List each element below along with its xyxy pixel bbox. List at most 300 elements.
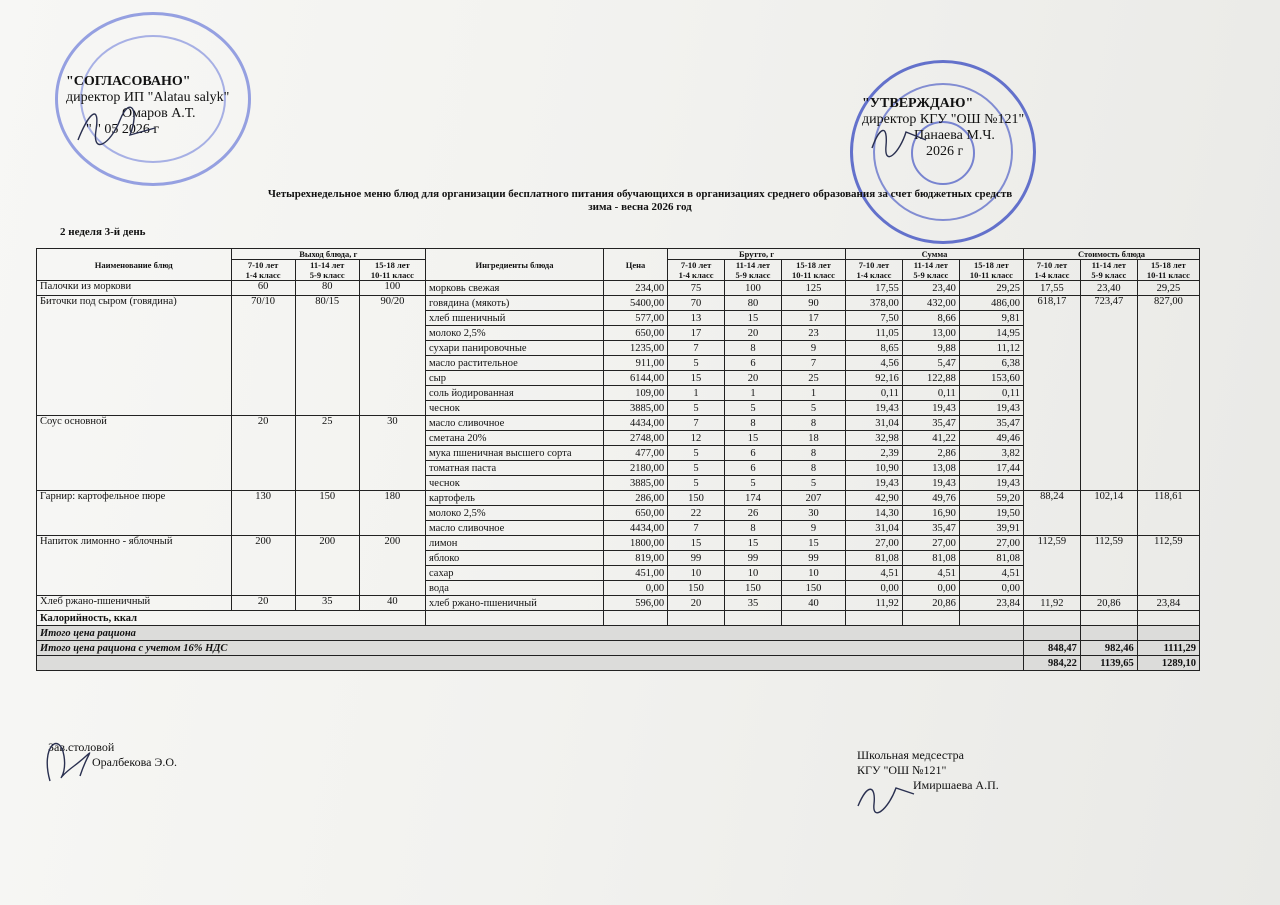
sum-value: 49,46: [959, 431, 1023, 446]
ingredient-name: масло сливочное: [426, 521, 604, 536]
approval-left-name: Омаров А.Т.: [122, 106, 196, 121]
ingredient-name: яблоко: [426, 551, 604, 566]
ingredient-name: масло растительное: [426, 356, 604, 371]
gross-value: 9: [781, 341, 845, 356]
dish-output: 200: [359, 536, 425, 596]
sum-value: 11,05: [846, 326, 903, 341]
header-ingredients: Ингредиенты блюда: [426, 249, 604, 281]
header-cost: Стоимость блюда: [1023, 249, 1199, 260]
sum-value: 19,43: [846, 476, 903, 491]
sum-value: 0,00: [846, 581, 903, 596]
ingredient-name: сметана 20%: [426, 431, 604, 446]
gross-value: 7: [781, 356, 845, 371]
age-label: 15-18 лет: [375, 260, 410, 270]
dish-cost: 618,17: [1023, 296, 1080, 491]
gross-value: 8: [781, 416, 845, 431]
gross-value: 17: [668, 326, 725, 341]
gross-value: 70: [668, 296, 725, 311]
sum-value: 14,30: [846, 506, 903, 521]
gross-value: 15: [668, 536, 725, 551]
sum-value: 2,86: [902, 446, 959, 461]
ingredient-price: 3885,00: [603, 476, 667, 491]
gross-value: 40: [781, 596, 845, 611]
total-empty: [1080, 626, 1137, 641]
sum-value: 7,50: [846, 311, 903, 326]
dish-cost: 88,24: [1023, 491, 1080, 536]
ingredient-price: 1800,00: [603, 536, 667, 551]
calories-cell: [902, 611, 959, 626]
gross-value: 12: [668, 431, 725, 446]
header-sum-age-2: [959, 260, 1023, 281]
ingredient-name: вода: [426, 581, 604, 596]
gross-value: 5: [668, 356, 725, 371]
gross-value: 5: [668, 401, 725, 416]
dish-name: Хлеб ржано-пшеничный: [37, 596, 232, 611]
total-vat-values-row-label: [37, 656, 1024, 671]
dish-output: 60: [231, 281, 295, 296]
total-empty: [1137, 626, 1199, 641]
gross-value: 150: [725, 581, 782, 596]
nurse-name: Имиршаева А.П.: [913, 778, 999, 792]
sum-value: 27,00: [959, 536, 1023, 551]
sum-value: 6,38: [959, 356, 1023, 371]
title-line: Четырехнедельное меню блюд для организации бесплатного питания обучающихся в организациях среднего образования за счет бюджетных средств: [267, 188, 1013, 200]
age-label: 15-18 лет: [974, 260, 1009, 270]
header-output-age-0: [231, 260, 295, 281]
sum-value: 81,08: [902, 551, 959, 566]
signature-right: [866, 118, 936, 158]
sum-value: 39,91: [959, 521, 1023, 536]
gross-value: 35: [725, 596, 782, 611]
sum-value: 4,56: [846, 356, 903, 371]
dish-output: 20: [231, 416, 295, 491]
total-value: 1111,29: [1137, 641, 1199, 656]
sum-value: 35,47: [902, 521, 959, 536]
age-label: 11-14 лет: [913, 260, 948, 270]
nurse-role: Школьная медсестра: [857, 748, 964, 762]
total-value: 982,46: [1080, 641, 1137, 656]
gross-value: 5: [668, 446, 725, 461]
signature-left: [70, 100, 170, 150]
dish-output: 200: [295, 536, 359, 596]
age-label: 7-10 лет: [1036, 260, 1068, 270]
ingredient-price: 0,00: [603, 581, 667, 596]
dish-name: Палочки из моркови: [37, 281, 232, 296]
dish-output: 80: [295, 281, 359, 296]
header-output: Выход блюда, г: [231, 249, 426, 260]
grade-label: 5-9 класс: [1091, 270, 1127, 280]
gross-value: 15: [781, 536, 845, 551]
gross-value: 99: [781, 551, 845, 566]
sum-value: 0,11: [902, 386, 959, 401]
header-dish: Наименование блюд: [37, 249, 232, 281]
canteen-role: Зав.столовой: [48, 740, 115, 754]
ingredient-name: хлеб пшеничный: [426, 311, 604, 326]
grade-label: 10-11 класс: [969, 270, 1013, 280]
dish-cost: 112,59: [1137, 536, 1199, 596]
sum-value: 0,00: [959, 581, 1023, 596]
sum-value: 4,51: [902, 566, 959, 581]
gross-value: 25: [781, 371, 845, 386]
gross-value: 6: [725, 356, 782, 371]
table-row: [37, 296, 1200, 311]
sum-value: 4,51: [959, 566, 1023, 581]
gross-value: 8: [725, 521, 782, 536]
dish-cost: 23,84: [1137, 596, 1199, 611]
header-sum-age-0: [846, 260, 903, 281]
ingredient-name: говядина (мякоть): [426, 296, 604, 311]
age-label: 11-14 лет: [1091, 260, 1126, 270]
dish-output: 30: [359, 416, 425, 491]
sum-value: 19,43: [959, 476, 1023, 491]
dish-output: 80/15: [295, 296, 359, 416]
ingredient-price: 911,00: [603, 356, 667, 371]
total-row: [37, 626, 1200, 641]
gross-value: 8: [781, 461, 845, 476]
header-cost-age-2: [1137, 260, 1199, 281]
dish-output: 70/10: [231, 296, 295, 416]
gross-value: 75: [668, 281, 725, 296]
gross-value: 99: [668, 551, 725, 566]
dish-output: 150: [295, 491, 359, 536]
sum-value: 92,16: [846, 371, 903, 386]
dish-output: 40: [359, 596, 425, 611]
sum-value: 13,00: [902, 326, 959, 341]
dish-cost: 118,61: [1137, 491, 1199, 536]
ingredient-name: хлеб ржано-пшеничный: [426, 596, 604, 611]
gross-value: 5: [668, 476, 725, 491]
header-output-age-1: [295, 260, 359, 281]
ingredient-price: 286,00: [603, 491, 667, 506]
sum-value: 8,66: [902, 311, 959, 326]
gross-value: 125: [781, 281, 845, 296]
sum-value: 19,50: [959, 506, 1023, 521]
total-vat-values-row-value: 1139,65: [1080, 656, 1137, 671]
sum-value: 486,00: [959, 296, 1023, 311]
gross-value: 150: [781, 581, 845, 596]
approval-right-name: Панаева М.Ч.: [914, 128, 995, 143]
sum-value: 13,08: [902, 461, 959, 476]
gross-value: 1: [781, 386, 845, 401]
ingredient-price: 650,00: [603, 326, 667, 341]
approval-right-date: 2026 г: [926, 144, 964, 159]
sum-value: 27,00: [846, 536, 903, 551]
gross-value: 7: [668, 521, 725, 536]
dish-output: 130: [231, 491, 295, 536]
sum-value: 20,86: [902, 596, 959, 611]
table-row: [37, 281, 1200, 296]
gross-value: 5: [725, 401, 782, 416]
header-price: Цена: [603, 249, 667, 281]
gross-value: 5: [668, 461, 725, 476]
ingredient-price: 596,00: [603, 596, 667, 611]
calories-cell: [426, 611, 604, 626]
sum-value: 11,12: [959, 341, 1023, 356]
approval-left-heading: "СОГЛАСОВАНО": [66, 74, 191, 89]
total-vat-label: Итого цена рациона с учетом 16% НДС: [37, 641, 1024, 656]
sum-value: 0,11: [846, 386, 903, 401]
grade-label: 1-4 класс: [856, 270, 892, 280]
total-vat-values-row: [37, 656, 1200, 671]
header-sum: Сумма: [846, 249, 1024, 260]
grade-label: 5-9 класс: [309, 270, 345, 280]
total-vat-values-row-value: 984,22: [1023, 656, 1080, 671]
sum-value: 0,00: [902, 581, 959, 596]
sum-value: 16,90: [902, 506, 959, 521]
age-label: 7-10 лет: [858, 260, 890, 270]
gross-value: 150: [668, 581, 725, 596]
grade-label: 5-9 класс: [913, 270, 949, 280]
grade-label: 10-11 класс: [791, 270, 835, 280]
ingredient-name: соль йодированная: [426, 386, 604, 401]
sum-value: 49,76: [902, 491, 959, 506]
calories-cell: [603, 611, 667, 626]
sum-value: 378,00: [846, 296, 903, 311]
dish-cost: 827,00: [1137, 296, 1199, 491]
sum-value: 81,08: [846, 551, 903, 566]
gross-value: 8: [725, 416, 782, 431]
dish-cost: 112,59: [1023, 536, 1080, 596]
dish-name: Соус основной: [37, 416, 232, 491]
gross-value: 150: [668, 491, 725, 506]
table-row: [37, 536, 1200, 551]
ingredient-name: сахар: [426, 566, 604, 581]
calories-cell: [725, 611, 782, 626]
dish-cost: 29,25: [1137, 281, 1199, 296]
header-gross-age-1: [725, 260, 782, 281]
calories-cell: [1023, 611, 1080, 626]
header-gross: Брутто, г: [668, 249, 846, 260]
gross-value: 17: [781, 311, 845, 326]
ingredient-price: 650,00: [603, 506, 667, 521]
total-vat-row: [37, 641, 1200, 656]
header-output-age-2: [359, 260, 425, 281]
sum-value: 41,22: [902, 431, 959, 446]
sum-value: 42,90: [846, 491, 903, 506]
ingredient-price: 4434,00: [603, 416, 667, 431]
gross-value: 15: [725, 536, 782, 551]
gross-value: 5: [781, 401, 845, 416]
header-gross-age-0: [668, 260, 725, 281]
calories-cell: [846, 611, 903, 626]
gross-value: 6: [725, 461, 782, 476]
gross-value: 8: [781, 446, 845, 461]
table-row: [37, 596, 1200, 611]
dish-output: 100: [359, 281, 425, 296]
gross-value: 6: [725, 446, 782, 461]
gross-value: 7: [668, 341, 725, 356]
calories-cell: [1137, 611, 1199, 626]
ingredient-name: морковь свежая: [426, 281, 604, 296]
gross-value: 15: [725, 311, 782, 326]
gross-value: 207: [781, 491, 845, 506]
ingredient-price: 2180,00: [603, 461, 667, 476]
gross-value: 1: [668, 386, 725, 401]
sum-value: 3,82: [959, 446, 1023, 461]
ingredient-name: лимон: [426, 536, 604, 551]
sum-value: 35,47: [959, 416, 1023, 431]
approval-left-date: " " 05 2026 г: [86, 122, 160, 137]
ingredient-price: 6144,00: [603, 371, 667, 386]
gross-value: 99: [725, 551, 782, 566]
menu-table: [36, 248, 1200, 671]
dish-output: 200: [231, 536, 295, 596]
gross-value: 30: [781, 506, 845, 521]
gross-value: 10: [668, 566, 725, 581]
dish-output: 180: [359, 491, 425, 536]
approval-right-heading: "УТВЕРЖДАЮ": [862, 96, 974, 111]
age-label: 11-14 лет: [310, 260, 345, 270]
sum-value: 5,47: [902, 356, 959, 371]
header-gross-age-2: [781, 260, 845, 281]
total-label: Итого цена рациона: [37, 626, 1024, 641]
dish-cost: 23,40: [1080, 281, 1137, 296]
calories-row: [37, 611, 1200, 626]
ingredient-name: масло сливочное: [426, 416, 604, 431]
ingredient-price: 451,00: [603, 566, 667, 581]
ingredient-price: 819,00: [603, 551, 667, 566]
gross-value: 18: [781, 431, 845, 446]
canteen-name: Оралбекова Э.О.: [92, 755, 178, 769]
dish-output: 20: [231, 596, 295, 611]
sum-value: 19,43: [902, 401, 959, 416]
gross-value: 26: [725, 506, 782, 521]
gross-value: 23: [781, 326, 845, 341]
gross-value: 10: [725, 566, 782, 581]
dish-output: 25: [295, 416, 359, 491]
ingredient-name: картофель: [426, 491, 604, 506]
sum-value: 29,25: [959, 281, 1023, 296]
sum-value: 2,39: [846, 446, 903, 461]
age-label: 15-18 лет: [1151, 260, 1186, 270]
sum-value: 23,40: [902, 281, 959, 296]
ingredient-name: чеснок: [426, 476, 604, 491]
gross-value: 7: [668, 416, 725, 431]
document-title: [200, 188, 1080, 214]
gross-value: 13: [668, 311, 725, 326]
total-vat-values-row-value: 1289,10: [1137, 656, 1199, 671]
sum-value: 19,43: [902, 476, 959, 491]
sum-value: 8,65: [846, 341, 903, 356]
sum-value: 81,08: [959, 551, 1023, 566]
ingredient-name: чеснок: [426, 401, 604, 416]
dish-cost: 102,14: [1080, 491, 1137, 536]
gross-value: 1: [725, 386, 782, 401]
grade-label: 10-11 класс: [370, 270, 414, 280]
age-label: 7-10 лет: [680, 260, 712, 270]
dish-cost: 723,47: [1080, 296, 1137, 491]
ingredient-price: 234,00: [603, 281, 667, 296]
gross-value: 5: [781, 476, 845, 491]
ingredient-price: 109,00: [603, 386, 667, 401]
dish-output: 35: [295, 596, 359, 611]
grade-label: 1-4 класс: [245, 270, 281, 280]
grade-label: 1-4 класс: [678, 270, 714, 280]
sum-value: 11,92: [846, 596, 903, 611]
gross-value: 5: [725, 476, 782, 491]
dish-name: Напиток лимонно - яблочный: [37, 536, 232, 596]
table-row: [37, 491, 1200, 506]
gross-value: 100: [725, 281, 782, 296]
dish-cost: 20,86: [1080, 596, 1137, 611]
ingredient-name: томатная паста: [426, 461, 604, 476]
gross-value: 8: [725, 341, 782, 356]
age-label: 11-14 лет: [735, 260, 771, 270]
grade-label: 1-4 класс: [1034, 270, 1070, 280]
sum-value: 10,90: [846, 461, 903, 476]
ingredient-price: 477,00: [603, 446, 667, 461]
gross-value: 15: [725, 431, 782, 446]
approval-left-position: директор ИП "Alatau salyk": [66, 90, 230, 105]
sum-value: 17,55: [846, 281, 903, 296]
gross-value: 20: [668, 596, 725, 611]
ingredient-name: молоко 2,5%: [426, 506, 604, 521]
gross-value: 80: [725, 296, 782, 311]
gross-value: 90: [781, 296, 845, 311]
ingredient-price: 3885,00: [603, 401, 667, 416]
ingredient-name: сухари панировочные: [426, 341, 604, 356]
header-cost-age-1: [1080, 260, 1137, 281]
grade-label: 5-9 класс: [735, 270, 771, 280]
calories-cell: [668, 611, 725, 626]
sum-value: 27,00: [902, 536, 959, 551]
dish-output: 90/20: [359, 296, 425, 416]
gross-value: 9: [781, 521, 845, 536]
ingredient-name: мука пшеничная высшего сорта: [426, 446, 604, 461]
ingredient-price: 577,00: [603, 311, 667, 326]
sum-value: 35,47: [902, 416, 959, 431]
sum-value: 19,43: [846, 401, 903, 416]
ingredient-price: 5400,00: [603, 296, 667, 311]
ingredient-name: молоко 2,5%: [426, 326, 604, 341]
calories-label: Калорийность, ккал: [37, 611, 426, 626]
sum-value: 4,51: [846, 566, 903, 581]
age-label: 15-18 лет: [796, 260, 831, 270]
dish-name: Гарнир: картофельное пюре: [37, 491, 232, 536]
calories-cell: [1080, 611, 1137, 626]
total-empty: [1023, 626, 1080, 641]
sum-value: 31,04: [846, 416, 903, 431]
ingredient-name: сыр: [426, 371, 604, 386]
nurse-org: КГУ "ОШ №121": [857, 763, 947, 777]
dish-cost: 17,55: [1023, 281, 1080, 296]
sum-value: 32,98: [846, 431, 903, 446]
header-cost-age-0: [1023, 260, 1080, 281]
dish-cost: 112,59: [1080, 536, 1137, 596]
age-label: 7-10 лет: [247, 260, 279, 270]
sum-value: 122,88: [902, 371, 959, 386]
sum-value: 14,95: [959, 326, 1023, 341]
gross-value: 10: [781, 566, 845, 581]
sum-value: 432,00: [902, 296, 959, 311]
gross-value: 22: [668, 506, 725, 521]
ingredient-price: 1235,00: [603, 341, 667, 356]
calories-cell: [781, 611, 845, 626]
sum-value: 23,84: [959, 596, 1023, 611]
grade-label: 10-11 класс: [1146, 270, 1190, 280]
sum-value: 0,11: [959, 386, 1023, 401]
ingredient-price: 2748,00: [603, 431, 667, 446]
gross-value: 20: [725, 371, 782, 386]
gross-value: 174: [725, 491, 782, 506]
sum-value: 17,44: [959, 461, 1023, 476]
sum-value: 9,81: [959, 311, 1023, 326]
sum-value: 31,04: [846, 521, 903, 536]
dish-cost: 11,92: [1023, 596, 1080, 611]
ingredient-price: 4434,00: [603, 521, 667, 536]
gross-value: 20: [725, 326, 782, 341]
day-label: 2 неделя 3-й день: [60, 226, 146, 238]
